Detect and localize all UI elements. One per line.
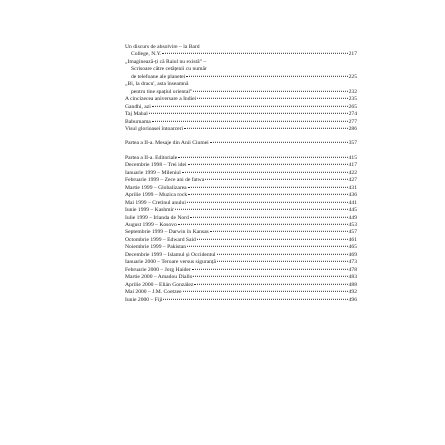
toc-entry-title: Gandhi, azi: [125, 103, 151, 110]
toc-entry[interactable]: [125, 222, 357, 229]
toc-entry[interactable]: [125, 229, 357, 236]
toc-entry-title: Scrisoare către cetățenii cu număr: [131, 66, 207, 73]
toc-entry[interactable]: [125, 282, 357, 289]
toc-entry-title: College, N.Y.: [131, 51, 162, 58]
toc-leader: [152, 105, 348, 106]
toc-leader: [217, 261, 348, 262]
toc-entry[interactable]: [125, 44, 357, 51]
toc-entry[interactable]: [125, 104, 357, 111]
toc-list-part-two: [125, 155, 357, 304]
toc-entry[interactable]: [125, 215, 357, 222]
toc-leader: [186, 76, 347, 77]
toc-entry-page: 461: [348, 236, 357, 243]
toc-entry[interactable]: [125, 111, 357, 118]
toc-entry-title: Mai 1999 – Cretinul anului: [125, 199, 186, 206]
toc-leader: [193, 91, 347, 92]
toc-section: [125, 140, 357, 147]
toc-leader: [194, 283, 347, 284]
toc-entry-page: 441: [348, 199, 357, 206]
toc-section-title: Partea a II-a. Mesaje din Anii Ciumei: [125, 140, 209, 147]
toc-entry-title: Iulie 1999 – Irlanda de Nord: [125, 214, 189, 221]
toc-entry[interactable]: [125, 289, 357, 296]
toc-leader: [197, 239, 348, 240]
toc-entry[interactable]: [125, 177, 357, 184]
toc-entry[interactable]: [125, 119, 357, 126]
toc-entry-title: Aprilie 2000 – Elián González: [125, 281, 194, 288]
toc-leader: [188, 164, 348, 165]
toc-entry-title: Ianuarie 1999 – Mileniul: [125, 169, 181, 176]
toc-entry-title: Iunie 1999 – Kashmir: [125, 207, 174, 214]
toc-entry[interactable]: [125, 267, 357, 274]
toc-leader: [205, 179, 347, 180]
toc-entry-title: „Imaginează-ți că Raiul nu există” –: [125, 58, 207, 65]
toc-entry-page: 235: [348, 96, 357, 103]
toc-entry-page: 277: [348, 118, 357, 125]
toc-entry[interactable]: [125, 252, 357, 259]
toc-leader: [210, 231, 348, 232]
toc-entry[interactable]: [125, 244, 357, 251]
toc-entry[interactable]: [125, 51, 357, 58]
toc-entry-title: Taj Mahal: [125, 111, 148, 118]
toc-entry[interactable]: [125, 259, 357, 266]
toc-entry-title: Visul glorioasei întoarceri: [125, 125, 184, 132]
toc-leader: [182, 172, 348, 173]
toc-entry-title: Septembrie 1999 – Darwin în Kansas: [125, 229, 209, 236]
toc-entry-page: 465: [348, 244, 357, 251]
toc-entry[interactable]: [125, 89, 357, 96]
toc-entry-page: 453: [348, 221, 357, 228]
toc-leader: [162, 53, 347, 54]
toc-entry[interactable]: [125, 74, 357, 81]
toc-entry-title: Ianuarie 2000 – Teroare versus siguranță: [125, 259, 216, 266]
toc-entry-title: Baburnama: [125, 118, 151, 125]
toc-entry-page: 225: [348, 73, 357, 80]
toc-entry-page: 415: [348, 154, 357, 161]
toc-entry-page: 436: [348, 192, 357, 199]
toc-leader: [183, 291, 348, 292]
toc-leader: [184, 128, 348, 129]
toc-leader: [190, 216, 348, 217]
toc-leader: [152, 120, 348, 121]
toc-entry[interactable]: [125, 200, 357, 207]
toc-entry-title: Martie 1999 – Globalizarea: [125, 184, 187, 191]
toc-entry-page: 445: [348, 207, 357, 214]
toc-entry-page: 286: [348, 125, 357, 132]
toc-entry-title: de telefoane ale planetei: [131, 73, 186, 80]
toc-entry-title: Februarie 2000 – Jorg Haider: [125, 266, 191, 273]
toc-entry[interactable]: [125, 297, 357, 304]
toc-entry[interactable]: [125, 207, 357, 214]
toc-entry-title: A cincizecea aniversare a Indiei: [125, 96, 197, 103]
toc-entry-page: 469: [348, 251, 357, 258]
toc-leader: [178, 157, 347, 158]
toc-leader: [193, 276, 347, 277]
toc-entry-page: 488: [348, 281, 357, 288]
toc-entry-title: „Bi, la dracu', asta înseamnă: [125, 81, 189, 88]
toc-leader: [197, 98, 347, 99]
toc-entry[interactable]: [125, 81, 357, 88]
toc-list-part-one: [125, 44, 357, 133]
toc-leader: [187, 246, 348, 247]
toc-section-page: 357: [348, 140, 357, 147]
toc-leader: [178, 224, 348, 225]
toc-entry-page: 217: [348, 51, 357, 58]
toc-entry[interactable]: [125, 192, 357, 199]
toc-leader: [187, 201, 348, 202]
toc-entry[interactable]: [125, 66, 357, 73]
toc-entry-title: Partea a II-a. Editoriale: [125, 154, 178, 161]
toc-entry-page: 274: [348, 111, 357, 118]
toc-entry-title: August 1999 – Kosovo: [125, 221, 177, 228]
toc-entry-page: 431: [348, 184, 357, 191]
toc-leader: [188, 187, 348, 188]
toc-entry-page: 496: [348, 296, 357, 303]
toc-entry-title: Un discurs de absolvire – la Bard: [125, 44, 200, 50]
toc-leader: [210, 142, 348, 143]
toc-entry-page: 265: [348, 103, 357, 110]
toc-leader: [188, 194, 347, 195]
toc-entry-title: Iunie 2000 – Fiji: [125, 296, 163, 303]
toc-entry[interactable]: [125, 126, 357, 133]
toc-entry-page: 417: [348, 162, 357, 169]
toc-entry-title: Decembrie 1999 – Islamul și Occidentul: [125, 251, 216, 258]
toc-entry-page: 427: [348, 177, 357, 184]
toc-entry-page: 478: [348, 266, 357, 273]
toc-entry-title: Aprilie 1999 – Muzica rock: [125, 192, 188, 199]
toc-entry-page: 473: [348, 259, 357, 266]
toc-leader: [192, 268, 348, 269]
toc-entry-title: Martie 2000 – Amadou Diallo: [125, 274, 193, 281]
toc-entry-page: 422: [348, 169, 357, 176]
toc-entry-title: Octombrie 1999 – Edward Said: [125, 236, 196, 243]
toc-entry[interactable]: [125, 59, 357, 66]
toc-entry-title: Februarie 1999 – Zece ani de fatwa: [125, 177, 205, 184]
toc-entry-page: 492: [348, 289, 357, 296]
toc-entry-page: 232: [348, 88, 357, 95]
toc-entry-title: pentru tine spațiul oriental”: [131, 88, 193, 95]
toc-entry-page: 449: [348, 214, 357, 221]
toc-entry[interactable]: [125, 162, 357, 169]
toc-leader: [163, 298, 347, 299]
toc-entry-title: Decembrie 1998 – Trei idei: [125, 162, 187, 169]
toc-entry-page: 483: [348, 274, 357, 281]
toc-leader: [149, 113, 348, 114]
toc-entry[interactable]: [125, 237, 357, 244]
toc-leader: [217, 254, 348, 255]
toc-entry-title: Noiembrie 1999 – Pakistan: [125, 244, 187, 251]
toc-entry[interactable]: [125, 274, 357, 281]
toc-entry-title: Mai 2000 – J.M. Coetzee: [125, 289, 182, 296]
toc-entry[interactable]: [125, 155, 357, 162]
toc-entry-page: 457: [348, 229, 357, 236]
toc-entry[interactable]: [125, 96, 357, 103]
toc-entry[interactable]: [125, 185, 357, 192]
toc-section-entry[interactable]: [125, 140, 357, 147]
toc-leader: [175, 209, 348, 210]
